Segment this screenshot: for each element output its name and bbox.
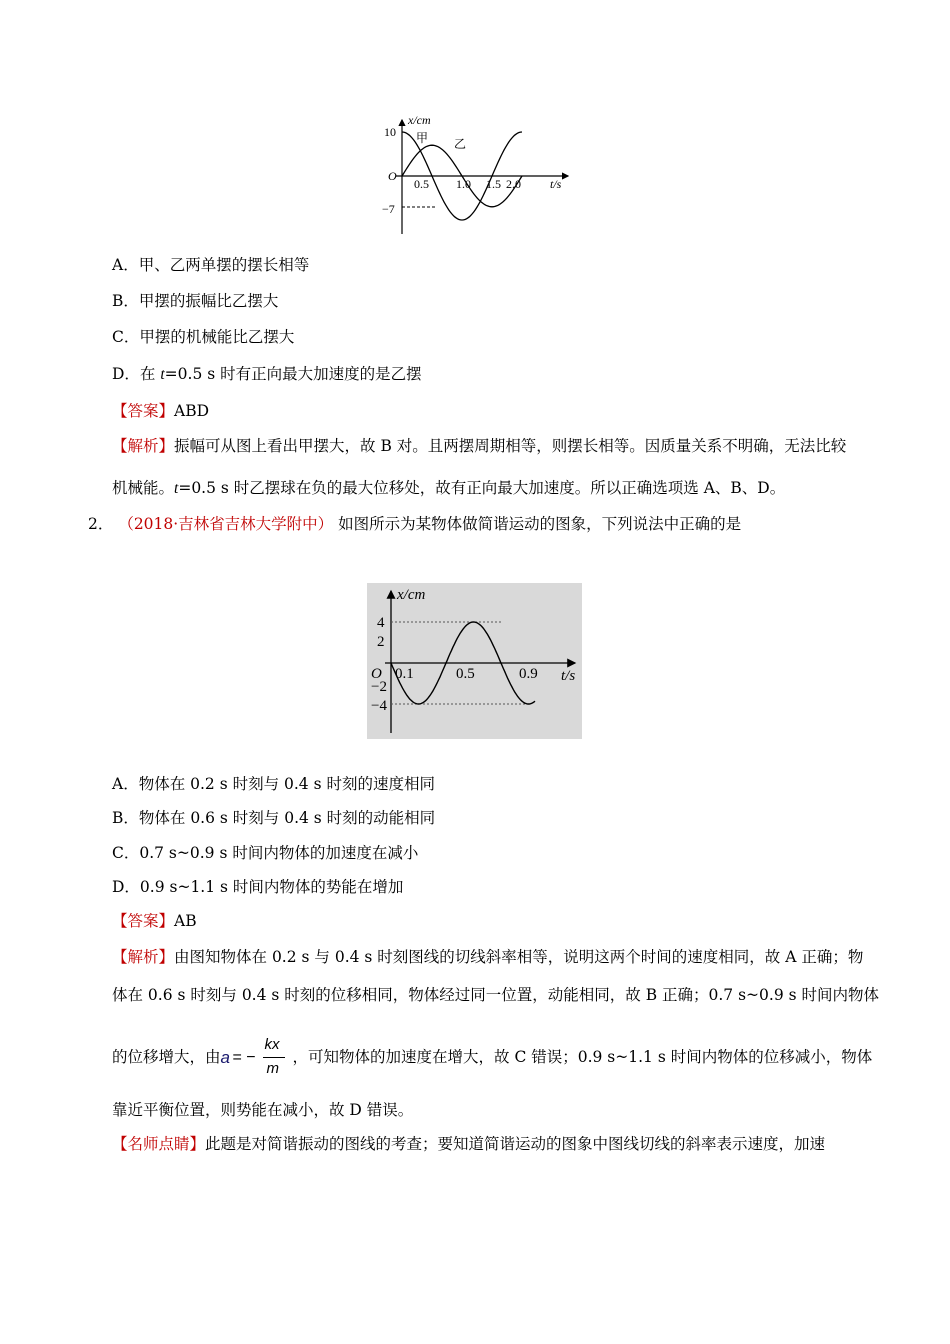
x-tick-0.1: 0.1: [395, 666, 414, 682]
y-tick-4: 4: [377, 615, 385, 631]
q1-option-d: D．在 t=0.5 s 时有正向最大加速度的是乙摆: [112, 365, 422, 383]
teacher-note: 【名师点睛】此题是对简谐振动的图线的考查；要知道简谐运动的图象中图线切线的斜率表示速度，加速: [112, 1135, 826, 1153]
x-axis-label: t/s: [550, 177, 562, 191]
q1-option-a: A．甲、乙两单摆的摆长相等: [112, 256, 310, 274]
q1-analysis-line1: 【解析】振幅可从图上看出甲摆大，故 B 对。且两摆周期相等，则摆长相等。因质量关系不明确，无法比较: [112, 437, 847, 455]
q2-option-d: D．0.9 s~1.1 s 时间内物体的势能在增加: [112, 878, 404, 896]
q1-option-c: C．甲摆的机械能比乙摆大: [112, 328, 295, 346]
figure-2-shm-graph: [367, 583, 582, 739]
y-tick-minus2: −2: [371, 679, 387, 695]
answer-tag: 【答案】: [112, 402, 175, 420]
analysis-tag: 【解析】: [112, 948, 175, 966]
origin-label: O: [371, 666, 382, 682]
q2-stem: 2． （2018·吉林省吉林大学附中） 如图所示为某物体做简谐运动的图象，下列说法中正确的是: [88, 515, 742, 533]
q2-answer: 【答案】AB: [112, 912, 197, 930]
y-tick-2: 2: [377, 634, 385, 650]
y-tick-minus7: −7: [382, 202, 395, 216]
teacher-note-tag: 【名师点睛】: [112, 1135, 206, 1153]
label-yi: 乙: [454, 137, 467, 151]
y-axis-label: x/cm: [408, 113, 431, 127]
analysis-tag: 【解析】: [112, 437, 175, 455]
x-tick-0.5: 0.5: [414, 177, 429, 191]
x-tick-0.9: 0.9: [519, 666, 538, 682]
q2-analysis-line4: 靠近平衡位置，则势能在减小，故 D 错误。: [112, 1101, 414, 1119]
x-tick-2.0: 2.0: [506, 177, 521, 191]
x-axis-label: t/s: [561, 668, 576, 684]
q1-answer: 【答案】ABD: [112, 402, 210, 420]
q2-option-c: C．0.7 s~0.9 s 时间内物体的加速度在减小: [112, 844, 419, 862]
origin-label: O: [388, 169, 397, 183]
figure-1-oscillation-graph: [376, 112, 576, 238]
q2-analysis-line2: 体在 0.6 s 时刻与 0.4 s 时刻的位移相同，物体经过同一位置，动能相同，故 B 正确；0.7 s~0.9 s 时间内物体: [112, 986, 879, 1004]
x-tick-1.0: 1.0: [456, 177, 471, 191]
q2-analysis-line3: 的位移增大，由 a = − kx m ，可知物体的加速度在增大，故 C 错误；0.9 s~1.1 s 时间内物体的位移减小，物体: [112, 1034, 872, 1080]
q1-analysis-line2: 机械能。t=0.5 s 时乙摆球在负的最大位移处，故有正向最大加速度。所以正确选项选 A、B、D。: [112, 479, 786, 497]
answer-tag: 【答案】: [112, 912, 175, 930]
q2-analysis-line1: 【解析】由图知物体在 0.2 s 与 0.4 s 时刻图线的切线斜率相等，说明这两个时间的速度相同，故 A 正确；物: [112, 948, 864, 966]
y-axis-label: x/cm: [397, 587, 426, 603]
q2-source: （2018·吉林省吉林大学附中）: [118, 515, 334, 533]
x-tick-0.5: 0.5: [456, 666, 475, 682]
formula-a-equals-kx-over-m: a = − kx m: [221, 1036, 293, 1080]
label-jia: 甲: [416, 131, 429, 145]
y-tick-10: 10: [384, 125, 396, 139]
q2-option-b: B．物体在 0.6 s 时刻与 0.4 s 时刻的动能相同: [112, 809, 436, 827]
y-tick-minus4: −4: [371, 698, 387, 714]
q1-option-b: B．甲摆的振幅比乙摆大: [112, 292, 279, 310]
q2-option-a: A．物体在 0.2 s 时刻与 0.4 s 时刻的速度相同: [112, 775, 435, 793]
x-tick-1.5: 1.5: [486, 177, 501, 191]
